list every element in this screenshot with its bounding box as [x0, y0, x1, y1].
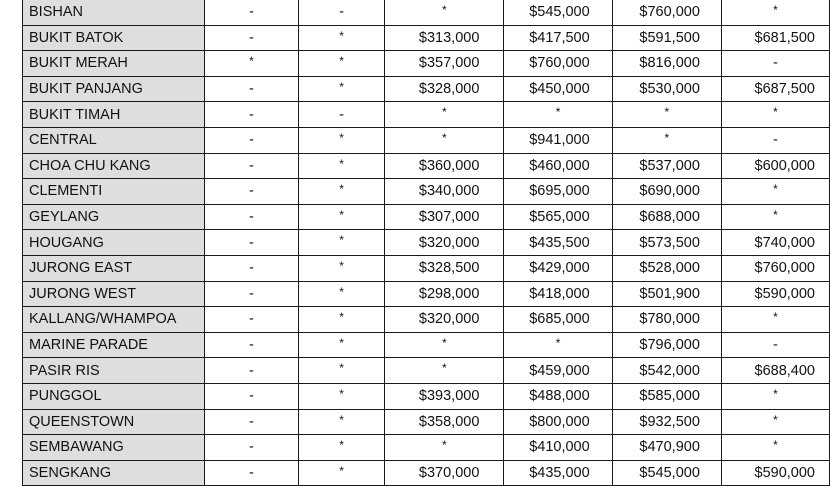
cell-town-name: BUKIT PANJANG	[23, 76, 205, 102]
cell-col-4: $435,000	[504, 460, 612, 486]
cell-col-6: *	[721, 435, 829, 461]
cell-town-name: GEYLANG	[23, 204, 205, 230]
cell-col-3: $328,000	[385, 76, 504, 102]
cell-town-name: BUKIT BATOK	[23, 25, 205, 51]
table-row	[23, 76, 830, 102]
cell-town-name: HOUGANG	[23, 230, 205, 256]
cell-col-5: $760,000	[612, 0, 721, 25]
cell-col-2: *	[298, 230, 385, 256]
cell-col-3: $340,000	[385, 179, 504, 205]
cell-town-name: QUEENSTOWN	[23, 409, 205, 435]
table-row	[23, 435, 830, 461]
cell-col-4: $429,000	[504, 255, 612, 281]
table-row	[23, 127, 830, 153]
cell-col-3: $307,000	[385, 204, 504, 230]
table-row	[23, 102, 830, 128]
cell-col-3: $358,000	[385, 409, 504, 435]
cell-col-3: *	[385, 358, 504, 384]
cell-col-2: *	[298, 383, 385, 409]
price-table-container	[22, 0, 830, 486]
cell-col-2: *	[298, 51, 385, 77]
cell-town-name: CHOA CHU KANG	[23, 153, 205, 179]
cell-col-3: $320,000	[385, 230, 504, 256]
table-row	[23, 179, 830, 205]
cell-town-name: MARINE PARADE	[23, 332, 205, 358]
cell-col-6: $687,500	[721, 76, 829, 102]
cell-town-name: KALLANG/WHAMPOA	[23, 307, 205, 333]
cell-col-1: -	[205, 102, 298, 128]
cell-col-3: $298,000	[385, 281, 504, 307]
cell-col-3: *	[385, 332, 504, 358]
cell-town-name: PASIR RIS	[23, 358, 205, 384]
cell-col-6: $760,000	[721, 255, 829, 281]
cell-col-1: -	[205, 435, 298, 461]
cell-col-1: -	[205, 255, 298, 281]
cell-col-6: *	[721, 0, 829, 25]
cell-col-2: -	[298, 0, 385, 25]
cell-col-2: *	[298, 153, 385, 179]
cell-col-1: -	[205, 153, 298, 179]
table-body	[23, 0, 830, 486]
table-row	[23, 25, 830, 51]
cell-col-2: -	[298, 102, 385, 128]
cell-col-1: -	[205, 409, 298, 435]
cell-col-4: *	[504, 102, 612, 128]
table-row	[23, 383, 830, 409]
cell-col-5: $537,000	[612, 153, 721, 179]
resale-price-table	[22, 0, 830, 486]
cell-col-3: $313,000	[385, 25, 504, 51]
cell-col-4: $460,000	[504, 153, 612, 179]
cell-town-name: JURONG EAST	[23, 255, 205, 281]
cell-col-5: $573,500	[612, 230, 721, 256]
cell-col-5: $545,000	[612, 460, 721, 486]
cell-col-2: *	[298, 281, 385, 307]
cell-col-4: $941,000	[504, 127, 612, 153]
cell-col-5: $780,000	[612, 307, 721, 333]
cell-col-2: *	[298, 76, 385, 102]
cell-col-2: *	[298, 204, 385, 230]
cell-town-name: CENTRAL	[23, 127, 205, 153]
cell-col-4: $410,000	[504, 435, 612, 461]
cell-town-name: PUNGGOL	[23, 383, 205, 409]
cell-col-4: $800,000	[504, 409, 612, 435]
cell-col-1: -	[205, 332, 298, 358]
cell-col-6: -	[721, 51, 829, 77]
cell-col-5: *	[612, 127, 721, 153]
cell-col-6: $600,000	[721, 153, 829, 179]
cell-col-2: *	[298, 179, 385, 205]
cell-col-5: $530,000	[612, 76, 721, 102]
cell-col-2: *	[298, 25, 385, 51]
cell-col-2: *	[298, 127, 385, 153]
table-row	[23, 281, 830, 307]
cell-col-6: $688,400	[721, 358, 829, 384]
table-row	[23, 358, 830, 384]
cell-col-4: $450,000	[504, 76, 612, 102]
cell-col-6: $590,000	[721, 281, 829, 307]
cell-col-3: $393,000	[385, 383, 504, 409]
cell-col-4: $417,500	[504, 25, 612, 51]
cell-col-4: *	[504, 332, 612, 358]
cell-col-4: $488,000	[504, 383, 612, 409]
cell-col-3: $357,000	[385, 51, 504, 77]
table-row	[23, 307, 830, 333]
cell-col-5: $591,500	[612, 25, 721, 51]
cell-col-5: $688,000	[612, 204, 721, 230]
cell-col-6: -	[721, 127, 829, 153]
cell-col-3: $328,500	[385, 255, 504, 281]
cell-col-4: $685,000	[504, 307, 612, 333]
table-row	[23, 153, 830, 179]
cell-col-6: *	[721, 307, 829, 333]
cell-col-5: $501,900	[612, 281, 721, 307]
cell-col-3: *	[385, 127, 504, 153]
cell-town-name: SENGKANG	[23, 460, 205, 486]
cell-col-3: *	[385, 0, 504, 25]
cell-col-1: -	[205, 230, 298, 256]
cell-col-2: *	[298, 460, 385, 486]
cell-town-name: BUKIT MERAH	[23, 51, 205, 77]
cell-col-3: $360,000	[385, 153, 504, 179]
cell-town-name: CLEMENTI	[23, 179, 205, 205]
cell-col-5: $542,000	[612, 358, 721, 384]
cell-col-6: *	[721, 179, 829, 205]
cell-col-1: -	[205, 358, 298, 384]
cell-col-2: *	[298, 332, 385, 358]
cell-town-name: SEMBAWANG	[23, 435, 205, 461]
cell-col-6: *	[721, 102, 829, 128]
cell-col-1: -	[205, 127, 298, 153]
cell-col-5: $585,000	[612, 383, 721, 409]
cell-col-5: $796,000	[612, 332, 721, 358]
table-row	[23, 51, 830, 77]
table-row	[23, 204, 830, 230]
table-row	[23, 460, 830, 486]
cell-col-5: $690,000	[612, 179, 721, 205]
cell-col-5: *	[612, 102, 721, 128]
cell-col-6: *	[721, 204, 829, 230]
cell-col-6: *	[721, 383, 829, 409]
cell-col-1: -	[205, 307, 298, 333]
cell-col-5: $816,000	[612, 51, 721, 77]
cell-col-4: $695,000	[504, 179, 612, 205]
cell-col-4: $545,000	[504, 0, 612, 25]
cell-col-1: -	[205, 0, 298, 25]
cell-col-1: *	[205, 51, 298, 77]
cell-col-2: *	[298, 255, 385, 281]
cell-col-5: $932,500	[612, 409, 721, 435]
cell-col-1: -	[205, 281, 298, 307]
cell-col-4: $435,500	[504, 230, 612, 256]
cell-col-1: -	[205, 179, 298, 205]
cell-col-4: $565,000	[504, 204, 612, 230]
cell-town-name: BUKIT TIMAH	[23, 102, 205, 128]
cell-col-6: $681,500	[721, 25, 829, 51]
cell-col-1: -	[205, 76, 298, 102]
cell-col-2: *	[298, 358, 385, 384]
cell-col-4: $459,000	[504, 358, 612, 384]
cell-col-4: $418,000	[504, 281, 612, 307]
table-row	[23, 255, 830, 281]
cell-col-1: -	[205, 383, 298, 409]
cell-col-1: -	[205, 460, 298, 486]
cell-col-1: -	[205, 204, 298, 230]
cell-col-3: $320,000	[385, 307, 504, 333]
cell-col-2: *	[298, 435, 385, 461]
cell-col-6: $590,000	[721, 460, 829, 486]
table-row	[23, 230, 830, 256]
cell-col-2: *	[298, 409, 385, 435]
cell-col-6: -	[721, 332, 829, 358]
cell-col-4: $760,000	[504, 51, 612, 77]
cell-col-3: *	[385, 102, 504, 128]
cell-col-5: $470,900	[612, 435, 721, 461]
cell-col-1: -	[205, 25, 298, 51]
cell-town-name: JURONG WEST	[23, 281, 205, 307]
cell-col-6: *	[721, 409, 829, 435]
table-row	[23, 0, 830, 25]
cell-col-3: *	[385, 435, 504, 461]
table-row	[23, 332, 830, 358]
cell-col-6: $740,000	[721, 230, 829, 256]
cell-col-3: $370,000	[385, 460, 504, 486]
cell-town-name: BISHAN	[23, 0, 205, 25]
cell-col-2: *	[298, 307, 385, 333]
table-row	[23, 409, 830, 435]
cell-col-5: $528,000	[612, 255, 721, 281]
